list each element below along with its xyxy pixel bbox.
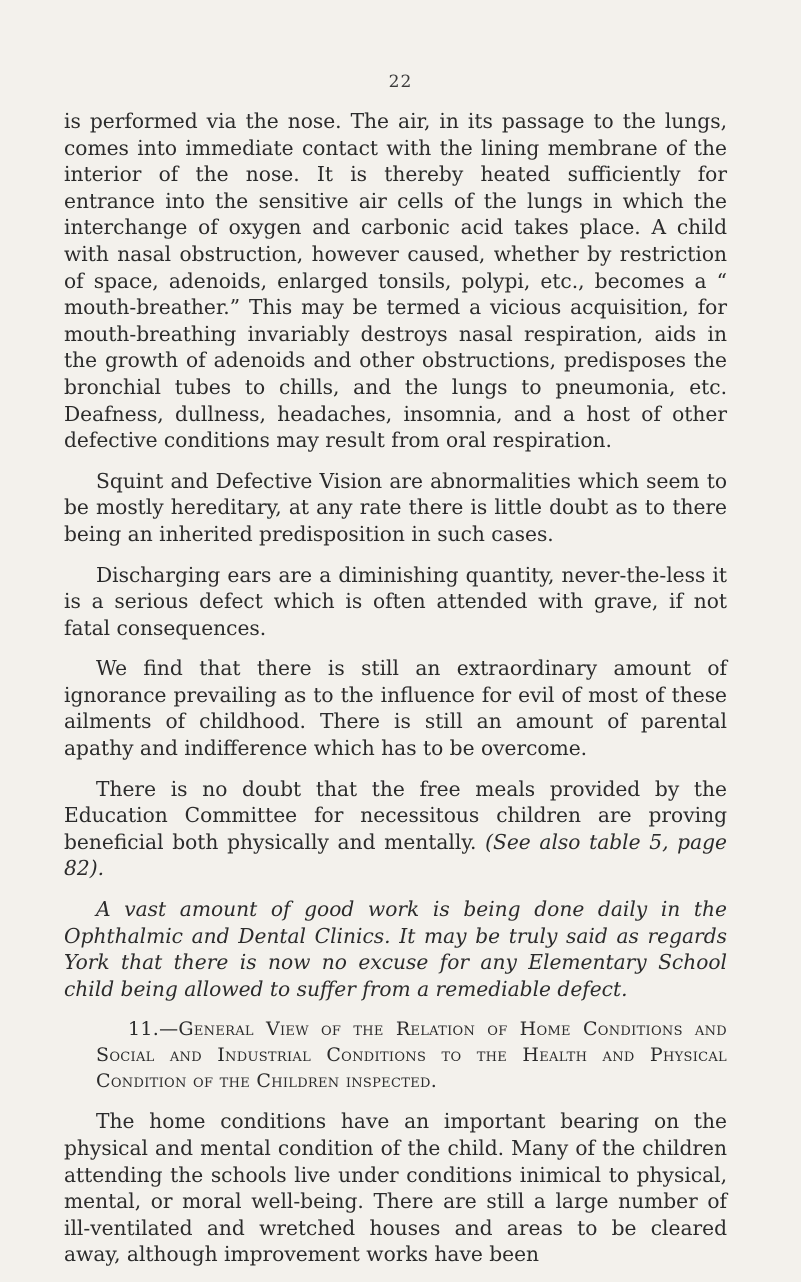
page-number: 22: [388, 72, 413, 92]
paragraph-squint-vision: Squint and Defective Vision are abnormalities which seem to be mostly hereditary, at any rate there is little doubt as to there being an inherited predisposition in such cases.: [64, 468, 727, 546]
paragraph-free-meals: [64, 776, 727, 882]
table-reference: (See also table 5, page 82).: [64, 829, 727, 881]
body-text: [64, 108, 727, 1282]
paragraph-discharging-ears: Discharging ears are a diminishing quantity, never-the-less it is a serious defect which is often attended with grave, if not fatal consequences.: [64, 562, 727, 640]
paragraph-clinics: A vast amount of good work is being done daily in the Ophthalmic and Dental Clinics. It may be truly said as regards York that there is now no excuse for any Elementary School child being allowed to suffer from a remediable defect.: [64, 897, 727, 1001]
paragraph-home-conditions: The home conditions have an important bearing on the physical and mental condition of the child. Many of the children attending the schools live under conditions inimical to physical, mental, or moral well-being. There are still a large number of ill-ventilated and wretched houses and areas to be cleared away, although improvement works have been: [64, 1109, 727, 1267]
paragraph-ignorance: We find that there is still an extraordinary amount of ignorance prevailing as to the influence for evil of most of these ailments of childhood. There is still an amount of parental apathy and indifference which has to be overcome.: [64, 656, 727, 761]
free-meals-text: There is no doubt that the free meals provided by the Education Committee for necessitous children are proving beneficial both physically and mentally.: [64, 776, 727, 854]
paragraph-nasal-respiration: is performed via the nose. The air, in its passage to the lungs, comes into immediate contact with the lining membrane of the interior of the nose. It is thereby heated sufficiently for entrance into the sensitive air cells of the lungs in which the interchange of oxygen and carbonic acid takes place. A child with nasal obstruction, however caused, whether by restriction of space, adenoids, enlarged tonsils, polypi, etc., becomes a “ mouth-breather.” This may be termed a vicious acquisition, for mouth-breathing invariably destroys nasal respiration, aids in the growth of adenoids and other obstructions, predisposes the bronchial tubes to chills, and the lungs to pneumonia, etc. Deafness, dullness, headaches, insomnia, and a host of other defective conditions may result from oral respiration.: [64, 109, 727, 453]
section-heading: 11.—General View of the Relation of Home Conditions and Social and Industrial Conditions to the Health and Physical Condition of the Children inspected.: [96, 1018, 727, 1093]
